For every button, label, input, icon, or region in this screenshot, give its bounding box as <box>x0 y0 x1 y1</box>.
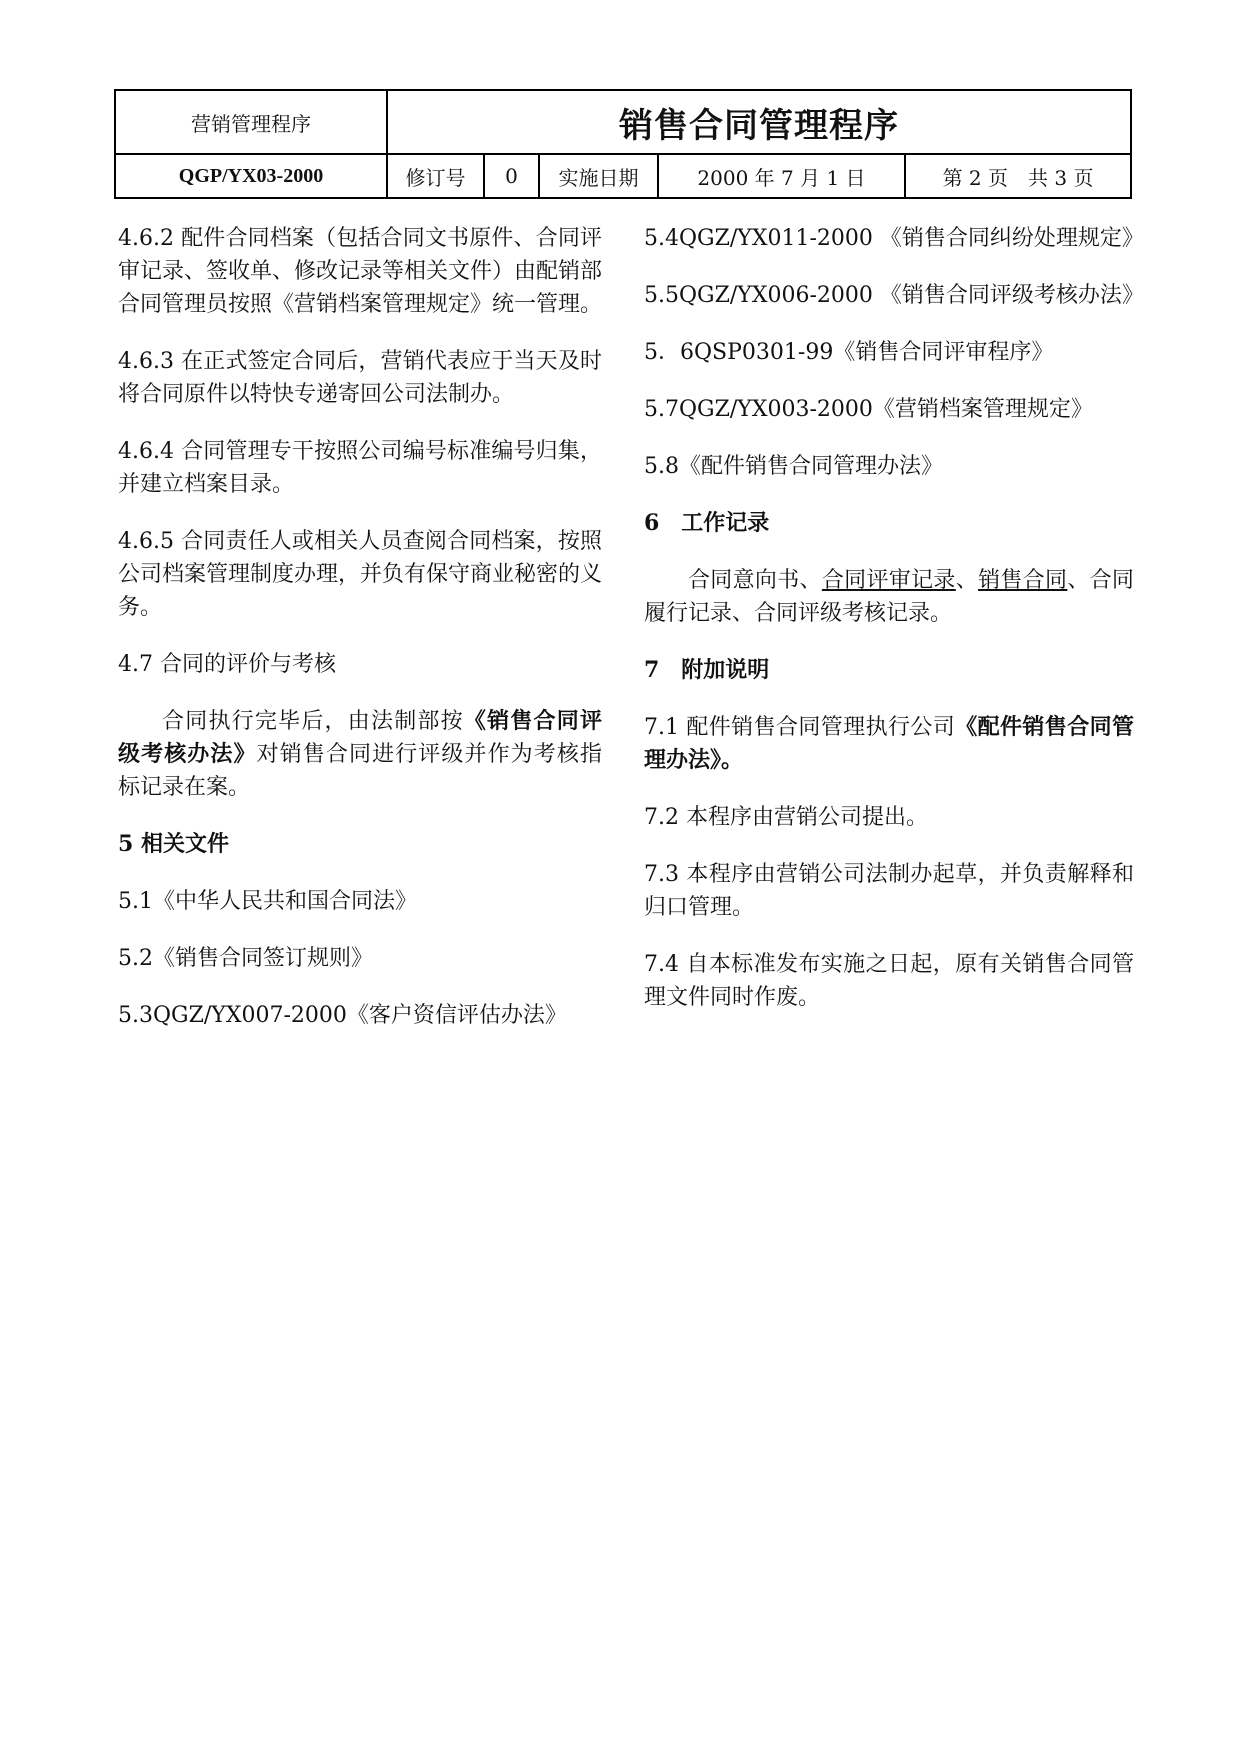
paragraph-5-2: 5.2《销售合同签订规则》 <box>118 946 373 971</box>
paragraph-4-6-5: 4.6.5 合同责任人或相关人员查阅合同档案，按照公司档案管理制度办理，并负有保守商业秘密的义务。 <box>118 529 603 620</box>
document-title: 销售合同管理程序 <box>387 90 1131 154</box>
record-remaining: 、合同履行记录、合同评级考核记录。 <box>644 568 1134 626</box>
section-6-heading: 6 工作记录 <box>644 510 770 536</box>
document-code-cell: QGP/YX03-2000 <box>115 154 387 198</box>
paragraph-7-1 <box>644 711 1134 777</box>
document-header-table <box>114 89 1132 199</box>
paragraph-7-3: 7.3 本程序由营销公司法制办起草，并负责解释和归口管理。 <box>644 862 1134 920</box>
paragraph-4-6-2: 4.6.2 配件合同档案（包括合同文书原件、合同评审记录、签收单、修改记录等相关文件）由配销部合同管理员按照《营销档案管理规定》统一管理。 <box>118 226 603 317</box>
paragraph-4-7: 4.7 合同的评价与考核 <box>118 652 336 677</box>
evaluation-text-pre: 合同执行完毕后，由法制部按 <box>162 709 464 734</box>
section-7-heading: 7 附加说明 <box>644 657 770 683</box>
paragraph-5-4: 5.4QGZ/YX011-2000 《销售合同纠纷处理规定》 <box>644 226 1144 251</box>
paragraph-5-1: 5.1《中华人民共和国合同法》 <box>118 889 417 914</box>
section-5-heading: 5 相关文件 <box>118 831 229 857</box>
paragraph-7-1-text: 7.1 配件销售合同管理执行公司 <box>644 715 956 740</box>
paragraph-7-4: 7.4 自本标准发布实施之日起，原有关销售合同管理文件同时作废。 <box>644 952 1134 1010</box>
revision-value-cell: 0 <box>484 154 539 198</box>
date-value-cell: 2000 年 7 月 1 日 <box>658 154 905 198</box>
right-column <box>644 222 1144 1038</box>
paragraph-5-7: 5.7QGZ/YX003-2000《营销档案管理规定》 <box>644 397 1093 422</box>
paragraph-5-3: 5.3QGZ/YX007-2000《客户资信评估办法》 <box>118 1003 567 1028</box>
revision-label-cell: 修订号 <box>387 154 484 198</box>
paragraph-7-2: 7.2 本程序由营销公司提出。 <box>644 805 928 830</box>
evaluation-doc-title: 《销售合同评级考核办法》 <box>118 708 602 767</box>
paragraph-evaluation <box>118 705 602 804</box>
program-name-cell: 营销管理程序 <box>115 90 387 154</box>
paragraph-4-6-3: 4.6.3 在正式签定合同后，营销代表应于当天及时将合同原件以特快专递寄回公司法制办。 <box>118 349 602 407</box>
evaluation-text-post: 对销售合同进行评级并作为考核指标记录在案。 <box>118 742 602 800</box>
paragraph-7-1-doc-title: 《配件销售合同管理办法》。 <box>644 714 1134 773</box>
record-review-link: 合同评审记录 <box>821 568 956 593</box>
paragraph-5-5: 5.5QGZ/YX006-2000 《销售合同评级考核办法》 <box>644 283 1144 308</box>
paragraph-4-6-4: 4.6.4 合同管理专干按照公司编号标准编号归集，并建立档案目录。 <box>118 439 602 497</box>
record-sales-contract-link: 销售合同 <box>978 568 1068 593</box>
paragraph-work-records <box>644 564 1134 630</box>
record-intent-letter: 合同意向书、 <box>688 568 822 593</box>
page-info-cell: 第 2 页 共 3 页 <box>905 154 1131 198</box>
record-separator: 、 <box>955 568 979 593</box>
paragraph-5-8: 5.8《配件销售合同管理办法》 <box>644 454 943 479</box>
date-label-cell: 实施日期 <box>539 154 658 198</box>
paragraph-5-6: 5．6QSP0301-99《销售合同评审程序》 <box>644 340 1054 365</box>
left-column <box>118 222 602 1056</box>
